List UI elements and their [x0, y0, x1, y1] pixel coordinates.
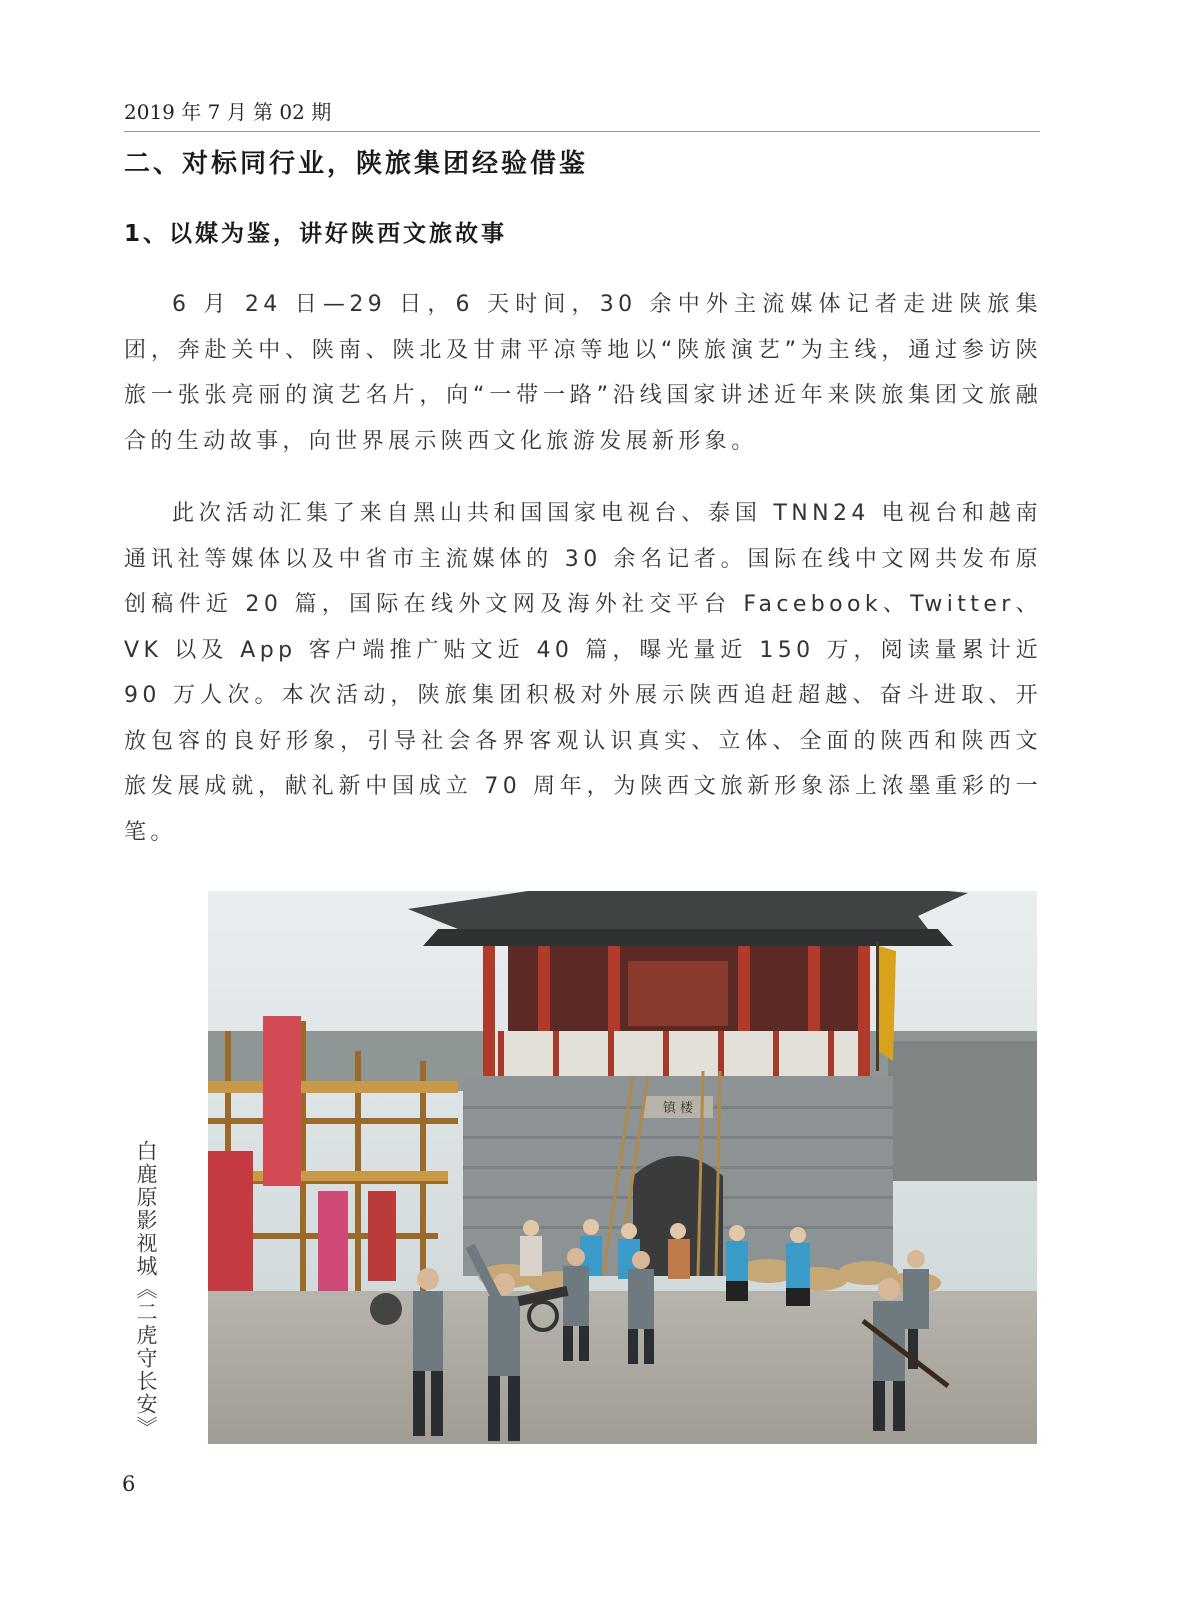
- photo-caption: 白鹿原影视城《二虎守长安》: [134, 1140, 158, 1439]
- stage-photo: [208, 891, 1037, 1444]
- subsection-title: 1、以媒为鉴，讲好陕西文旅故事: [124, 221, 508, 247]
- paragraph-1: 6 月 24 日—29 日，6 天时间，30 余中外主流媒体记者走进陕旅集团，奔赴关中、陕南、陕北及甘肃平凉等地以“陕旅演艺”为主线，通过参访陕旅一张张亮丽的演艺名片，向“一带一路”沿线国家讲述近年来陕旅集团文旅融合的生动故事，向世界展示陕西文化旅游发展新形象。: [124, 292, 1042, 454]
- issue-header: 2019 年 7 月 第 02 期: [124, 96, 1040, 132]
- photo-illustration: [208, 891, 1037, 1444]
- paragraph-2: 此次活动汇集了来自黑山共和国国家电视台、泰国 TNN24 电视台和越南通讯社等媒体以及中省市主流媒体的 30 余名记者。国际在线中文网共发布原创稿件近 20 篇，国际在线外文网及海外社交平台 Facebook、Twitter、VK 以及 App 客户端推广贴文近 40 篇，曝光量近 150 万，阅读量累计近 90 万人次。本次活动，陕旅集团积极对外展示陕西追赶超越、奋斗进取、开放包容的良好形象，引导社会各界客观认识真实、立体、全面的陕西和陕西文旅发展成就，献礼新中国成立 70 周年，为陕西文旅新形象添上浓墨重彩的一笔。: [124, 501, 1042, 845]
- page-number: 6: [122, 1472, 136, 1496]
- gate-plaque: 镇 楼: [662, 1101, 694, 1116]
- section-title: 二、对标同行业，陕旅集团经验借鉴: [124, 149, 589, 179]
